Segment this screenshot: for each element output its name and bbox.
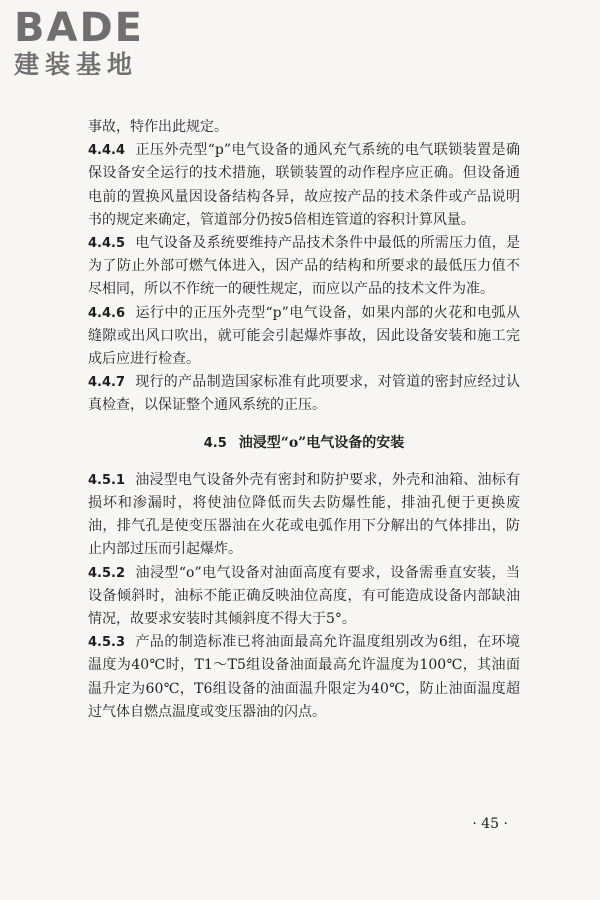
clause-4-4-4 <box>88 139 520 232</box>
clause-number: 4.4.5 <box>88 236 126 252</box>
page-number: · 45 · <box>472 816 508 832</box>
clause-text: 电气设备及系统要维持产品技术条件中最低的所需压力值，是为了防止外部可燃气体进入，因产品的结构和所要求的最低压力值不尽相同，所以不作统一的硬性规定，而应以产品的技术文件为准。 <box>88 235 520 298</box>
clause-4-5-2 <box>88 562 520 632</box>
logo-mark: BADE <box>14 5 144 51</box>
intro-text: 事故，特作出此规定。 <box>88 119 228 135</box>
clause-text: 现行的产品制造国家标准有此项要求，对管道的密封应经过认真检查，以保证整个通风系统的正压。 <box>88 374 520 414</box>
clause-number: 4.5.2 <box>88 565 126 581</box>
section-heading <box>88 432 520 455</box>
bade-logo <box>14 6 174 80</box>
clause-number: 4.5.1 <box>88 472 126 488</box>
section-number: 4.5 <box>203 435 227 451</box>
clause-text: 产品的制造标准已将油面最高允许温度组别改为6组，在环境温度为40℃时，T1～T5组设备油面最高允许温度为100℃，其油面温升定为60℃，T6组设备的油面温升限定为40℃，防止油面温度超过气体自燃点温度或变压器油的闪点。 <box>88 634 520 720</box>
clause-text: 正压外壳型“p”电气设备的通风充气系统的电气联锁装置是确保设备安全运行的技术措施，联锁装置的动作程序应正确。但设备通电前的置换风量因设备结构各异，故应按产品的技术条件或产品说明书的规定来确定，管道部分仍按5倍相连管道的容积计算风量。 <box>88 142 520 228</box>
clause-number: 4.4.7 <box>88 375 126 391</box>
clause-text: 油浸型“o”电气设备对油面高度有要求，设备需垂直安装，当设备倾斜时，油标不能正确反映油位高度，有可能造成设备内部缺油情况，故要求安装时其倾斜度不得大于5°。 <box>88 564 520 628</box>
clause-4-4-5 <box>88 232 520 302</box>
clause-4-4-7 <box>88 371 520 417</box>
document-body <box>88 116 520 724</box>
intro-paragraph <box>88 116 520 139</box>
logo-subtitle: 建装基地 <box>14 50 139 79</box>
clause-text: 运行中的正压外壳型“p”电气设备，如果内部的火花和电弧从缝隙或出风口吹出，就可能会引起爆炸事故，因此设备安装和施工完成后应进行检查。 <box>88 304 520 368</box>
clause-number: 4.4.4 <box>88 143 126 159</box>
clause-number: 4.4.6 <box>88 305 126 321</box>
clause-number: 4.5.3 <box>88 635 126 651</box>
clause-4-4-6 <box>88 302 520 372</box>
clause-text: 油浸型电气设备外壳有密封和防护要求，外壳和油箱、油标有损坏和渗漏时，将使油位降低而失去防爆性能，排油孔便于更换废油，排气孔是使变压器油在火花或电弧作用下分解出的气体排出，防止内部过压而引起爆炸。 <box>88 471 520 558</box>
section-title: 油浸型“o”电气设备的安装 <box>238 434 405 451</box>
clause-4-5-1 <box>88 469 520 562</box>
clause-4-5-3 <box>88 631 520 724</box>
